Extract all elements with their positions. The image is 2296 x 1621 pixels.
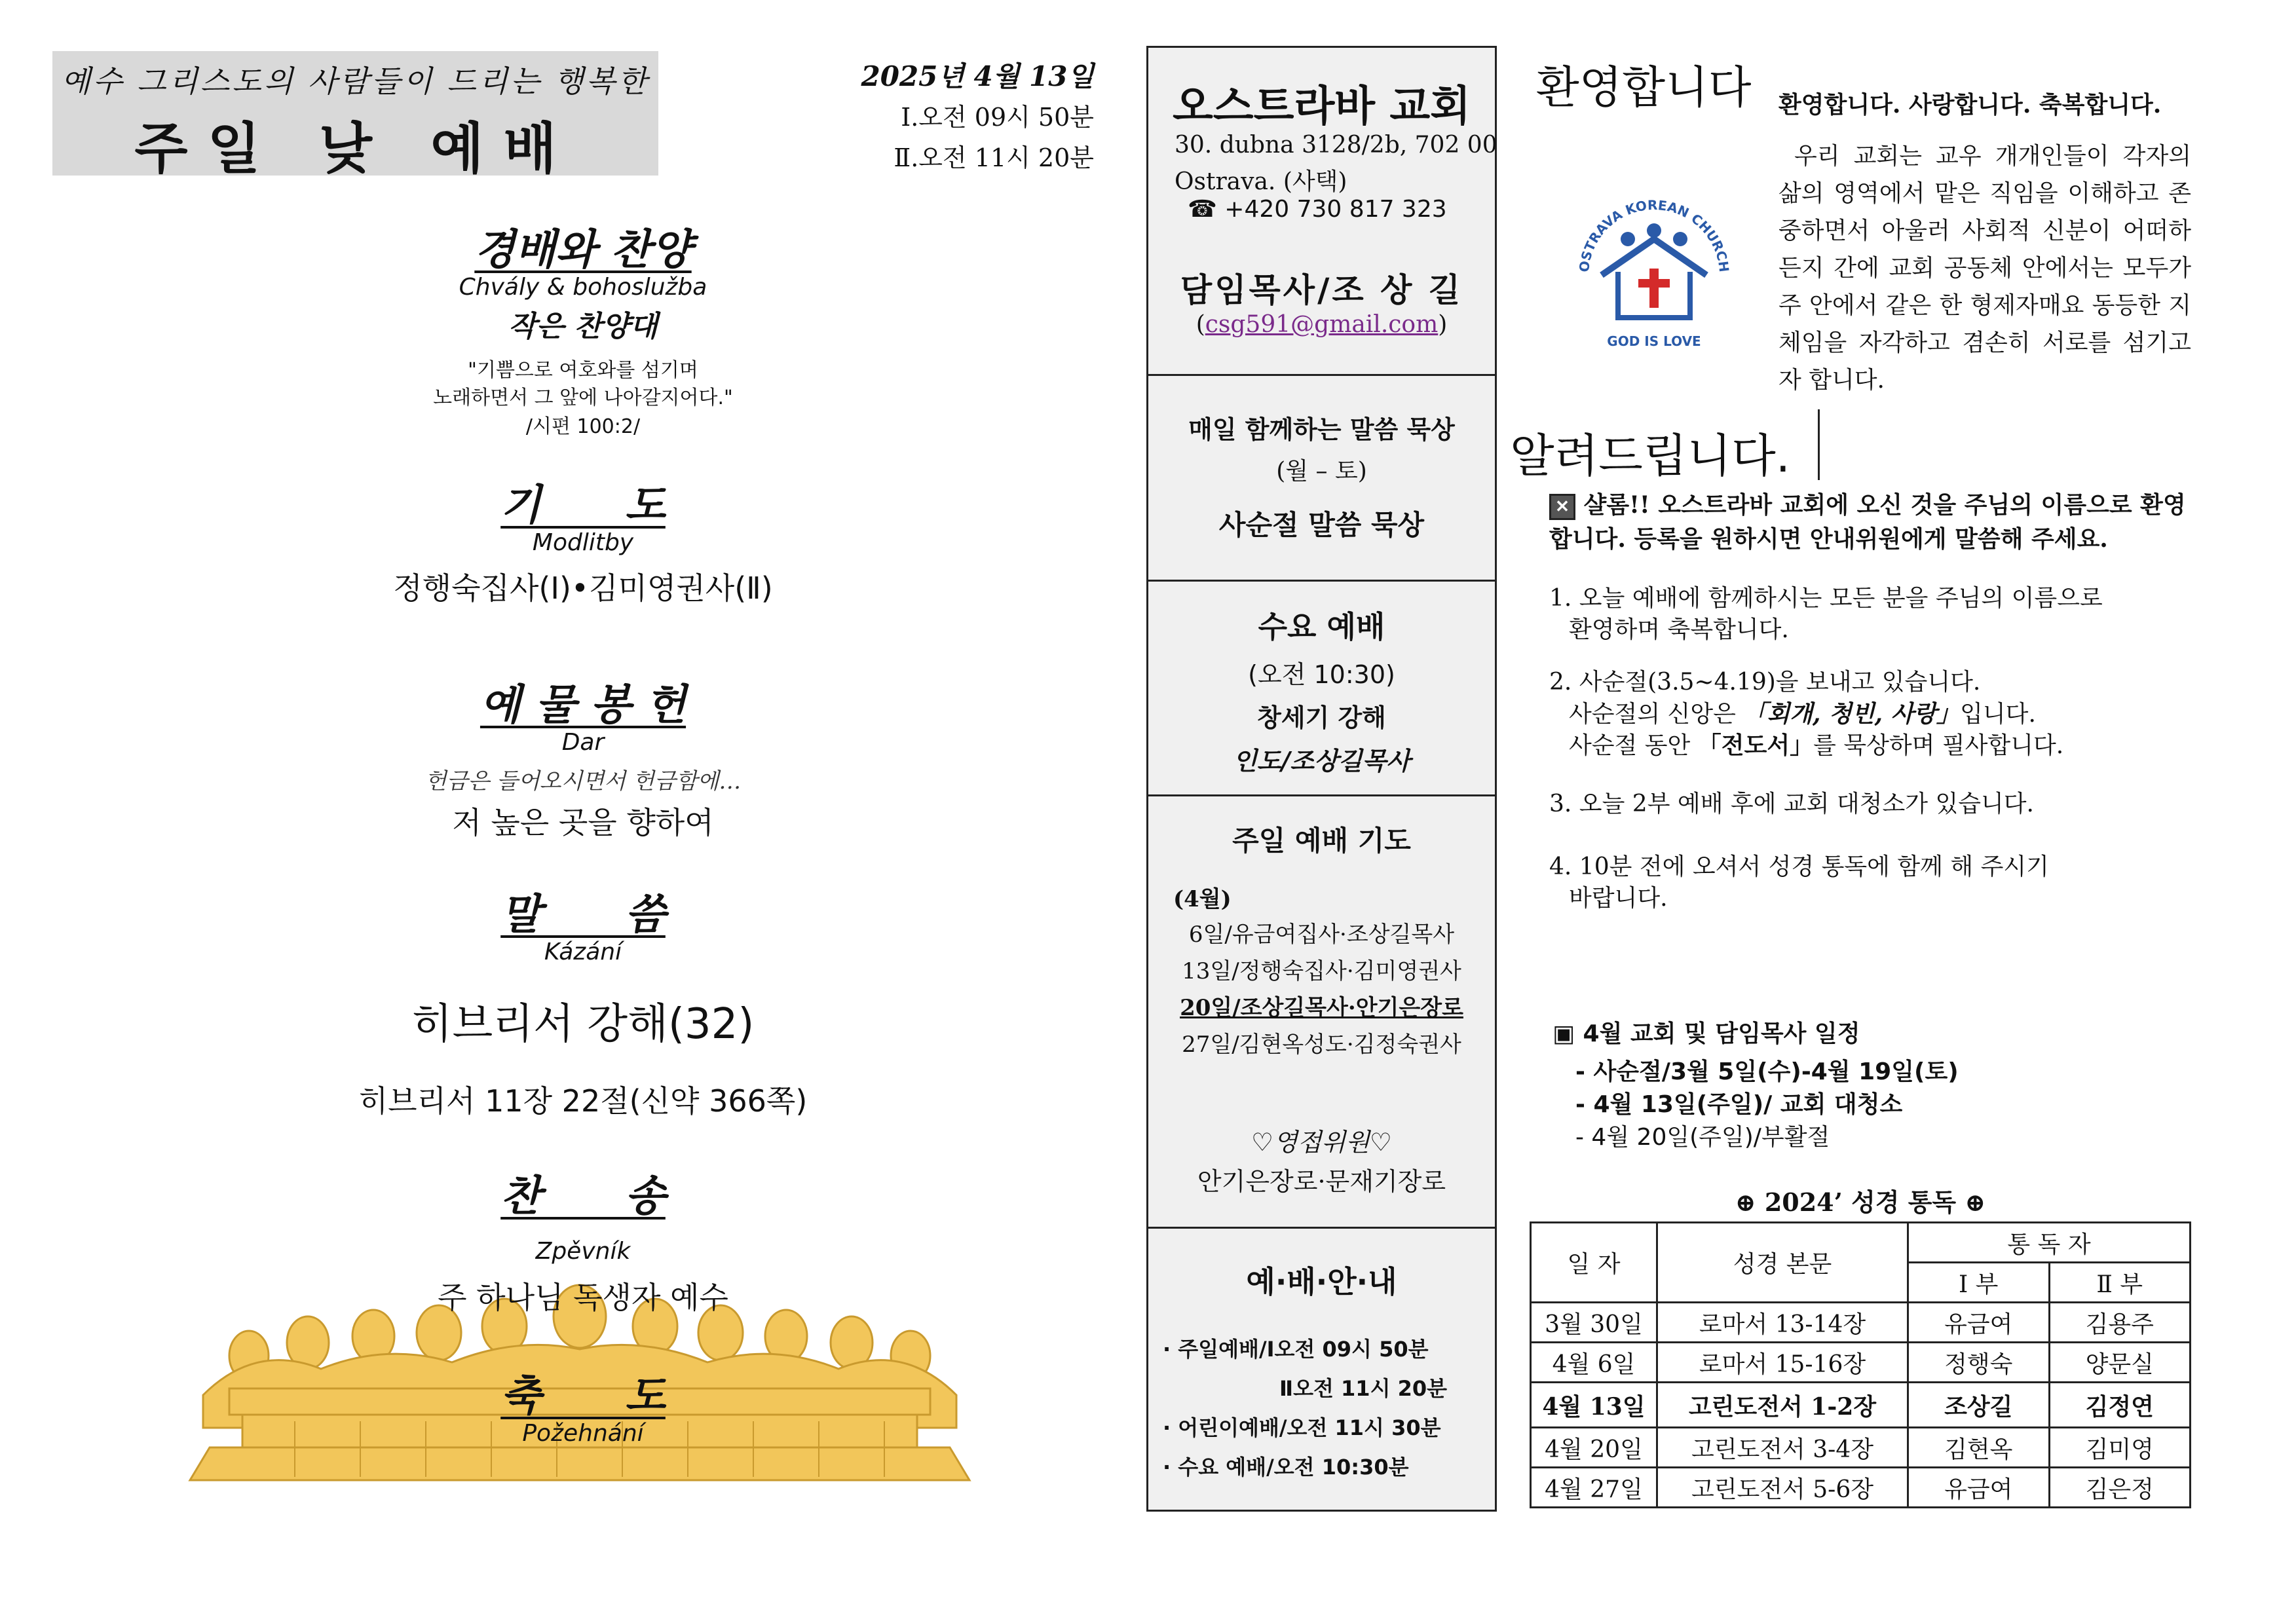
praise-leader: 작은 찬양대	[508, 310, 658, 343]
prayer-entry-current: 20일/조상길목사·안기은장로	[1180, 995, 1463, 1021]
welcome-lead: 환영합니다. 사랑합니다. 축복합니다.	[1778, 91, 2162, 119]
service-guide-title: 예·배·안·내	[1246, 1264, 1397, 1299]
welcome-title: 환영합니다	[1536, 62, 1752, 114]
table-row: 4월 20일 고린도전서 3-4장 김현옥 김미영	[1531, 1428, 2191, 1468]
col-part1: Ⅰ 부	[1908, 1263, 2050, 1303]
title-banner	[52, 51, 658, 181]
church-address-1: 30. dubna 3128/2b, 702 00	[1175, 132, 1497, 158]
notice-2a: 2. 사순절(3.5~4.19)을 보내고 있습니다.	[1549, 669, 1981, 696]
devotion-days: (월 – 토)	[1276, 458, 1367, 485]
sermon-subtitle: Kázání	[544, 939, 622, 965]
title-subtitle: 예수 그리스도의 사람들이 드리는 행복한	[61, 64, 650, 99]
welcome-body: 우리 교회는 교우 개개인들이 각자의 삶의 영역에서 맡은 직임을 이해하고 존중하면서 아울러 사회적 신분이 어떠하든지 간에 교회 공동체 안에서는 모두가 주 안에서 같은 한 형제자매요 동등한 지체임을 자각하고 겸손히 서로를 섬기고자 합니다.	[1778, 143, 2191, 394]
wednesday-subject: 창세기 강해	[1257, 703, 1386, 732]
notice-title: 알려드립니다.	[1510, 429, 1790, 483]
benediction-subtitle: Požehnání	[522, 1420, 644, 1447]
ushers-names: 안기은장로·문재기장로	[1197, 1167, 1446, 1196]
pastor-email-row: (csg591@gmail.com)	[1195, 311, 1448, 338]
col-part2: Ⅱ 부	[2049, 1263, 2191, 1303]
prayer-title: 기 도	[500, 481, 666, 530]
church-address-2: Ostrava. (사택)	[1175, 168, 1347, 195]
wednesday-time: (오전 10:30)	[1248, 660, 1395, 689]
notice-1b: 환영하며 축복합니다.	[1569, 616, 1789, 643]
reading-title: ⊕ 2024’ 성경 통독 ⊕	[1735, 1187, 1986, 1217]
service-date: 2025년 4월 13일	[861, 60, 1094, 92]
guide-item: Ⅱ오전 11시 20분	[1279, 1376, 1448, 1401]
sermon-topic: 히브리서 강해(32)	[411, 1000, 755, 1049]
notice-4a: 4. 10분 전에 오셔서 성경 통독에 함께 해 주시기	[1549, 853, 2049, 880]
devotion-title: 매일 함께하는 말씀 묵상	[1188, 415, 1455, 444]
pastor-name: 담임목사/조 상 길	[1180, 270, 1463, 309]
table-row: 3월 30일 로마서 13-14장 유금여 김용주	[1531, 1303, 2191, 1343]
notice-2c: 사순절 동안 「전도서」를 묵상하며 필사합니다.	[1569, 732, 2064, 759]
guide-item: · 수요 예배/오전 10:30분	[1163, 1455, 1409, 1480]
church-name: 오스트라바 교회	[1172, 83, 1471, 131]
notice-divider	[1818, 409, 1820, 480]
devotion-subject: 사순절 말씀 묵상	[1218, 509, 1425, 541]
table-row: 4월 6일 로마서 15-16장 정행숙 양문실	[1531, 1343, 2191, 1383]
guide-item: · 주일예배/Ⅰ오전 09시 50분	[1163, 1337, 1429, 1362]
hymn-title: 찬 송	[500, 1172, 666, 1221]
church-info-panel	[1146, 46, 1497, 1512]
col-text: 성경 본문	[1657, 1223, 1908, 1303]
prayer-entry: 6일/유금여집사·조상길목사	[1188, 922, 1455, 948]
pastor-email[interactable]: csg591@gmail.com	[1205, 311, 1439, 338]
prayer-schedule-title: 주일 예배 기도	[1232, 825, 1411, 857]
wednesday-leader: 인도/조상길목사	[1233, 746, 1410, 775]
prayer-schedule-month: (4월)	[1173, 886, 1232, 912]
benediction-title: 축 도	[500, 1371, 666, 1421]
schedule-item: - 4월 20일(주일)/부활절	[1575, 1124, 1830, 1151]
logo-motto: GOD IS LOVE	[1607, 333, 1701, 349]
church-logo	[1562, 177, 1746, 360]
sermon-title: 말 씀	[500, 890, 666, 939]
offering-title: 예 물 봉 헌	[480, 680, 687, 730]
hymn-name: 주 하나님 독생자 예수	[438, 1280, 728, 1315]
verse-line-2: 노래하면서 그 앞에 나아갈지어다."	[433, 386, 733, 409]
verse-line-1: "기쁨으로 여호와를 섬기며	[468, 359, 698, 382]
checkbox-icon: ✕	[1549, 494, 1575, 520]
col-readers: 통 독 자	[1908, 1223, 2191, 1263]
prayer-entry: 27일/김현옥성도·김정숙권사	[1182, 1032, 1461, 1058]
church-phone: ☎ +420 730 817 323	[1188, 196, 1447, 223]
page-title: 주일 낮 예배	[134, 116, 576, 181]
col-date: 일 자	[1531, 1223, 1657, 1303]
wednesday-title: 수요 예배	[1258, 609, 1385, 644]
offering-subtitle: Dar	[561, 729, 605, 756]
logo-ring-text: OSTRAVA KOREAN CHURCH	[1575, 196, 1733, 273]
guide-item: · 어린이예배/오전 11시 30분	[1163, 1415, 1441, 1440]
notice-4b: 바랍니다.	[1569, 885, 1668, 912]
hymn-subtitle: Zpěvník	[535, 1238, 631, 1265]
service-time-2: Ⅱ.오전 11시 20분	[894, 143, 1094, 172]
notice-1a: 1. 오늘 예배에 함께하시는 모든 분을 주님의 이름으로	[1549, 585, 2103, 612]
table-row-current: 4월 13일 고린도전서 1-2장 조상길 김정연	[1531, 1383, 2191, 1428]
sermon-passage: 히브리서 11장 22절(신약 366쪽)	[358, 1083, 808, 1119]
notice-3: 3. 오늘 2부 예배 후에 교회 대청소가 있습니다.	[1549, 791, 2034, 817]
shalom-notice: ✕ 샬롬!! 오스트라바 교회에 오신 것을 주님의 이름으로 환영합니다. 등록을 원하시면 안내위원에게 말씀해 주세요.	[1549, 491, 2186, 553]
praise-subtitle: Chvály & bohoslužba	[459, 274, 707, 301]
prayer-leaders: 정행숙집사(Ⅰ)•김미영권사(Ⅱ)	[393, 570, 773, 606]
ushers-title: ♡영접위원♡	[1251, 1128, 1392, 1157]
service-time-1: Ⅰ.오전 09시 50분	[901, 103, 1094, 132]
notice-2b: 사순절의 신앙은 「회개, 청빈, 사랑」입니다.	[1569, 700, 2036, 728]
praise-title: 경배와 찬양	[474, 225, 692, 274]
schedule-title: ▣ 4월 교회 및 담임목사 일정	[1553, 1020, 1860, 1047]
schedule-item: - 4월 13일(주일)/ 교회 대청소	[1575, 1091, 1903, 1118]
table-row: 4월 27일 고린도전서 5-6장 유금여 김은정	[1531, 1468, 2191, 1508]
prayer-subtitle: Modlitby	[532, 529, 634, 556]
verse-ref: /시편 100:2/	[525, 415, 641, 438]
prayer-entry: 13일/정행숙집사·김미영권사	[1182, 958, 1461, 984]
offering-note: 헌금은 들어오시면서 헌금함에…	[424, 768, 742, 794]
schedule-item: - 사순절/3월 5일(수)-4월 19일(토)	[1575, 1058, 1959, 1085]
reading-table	[1530, 1221, 2191, 1508]
offering-hymn: 저 높은 곳을 향하여	[452, 805, 714, 840]
